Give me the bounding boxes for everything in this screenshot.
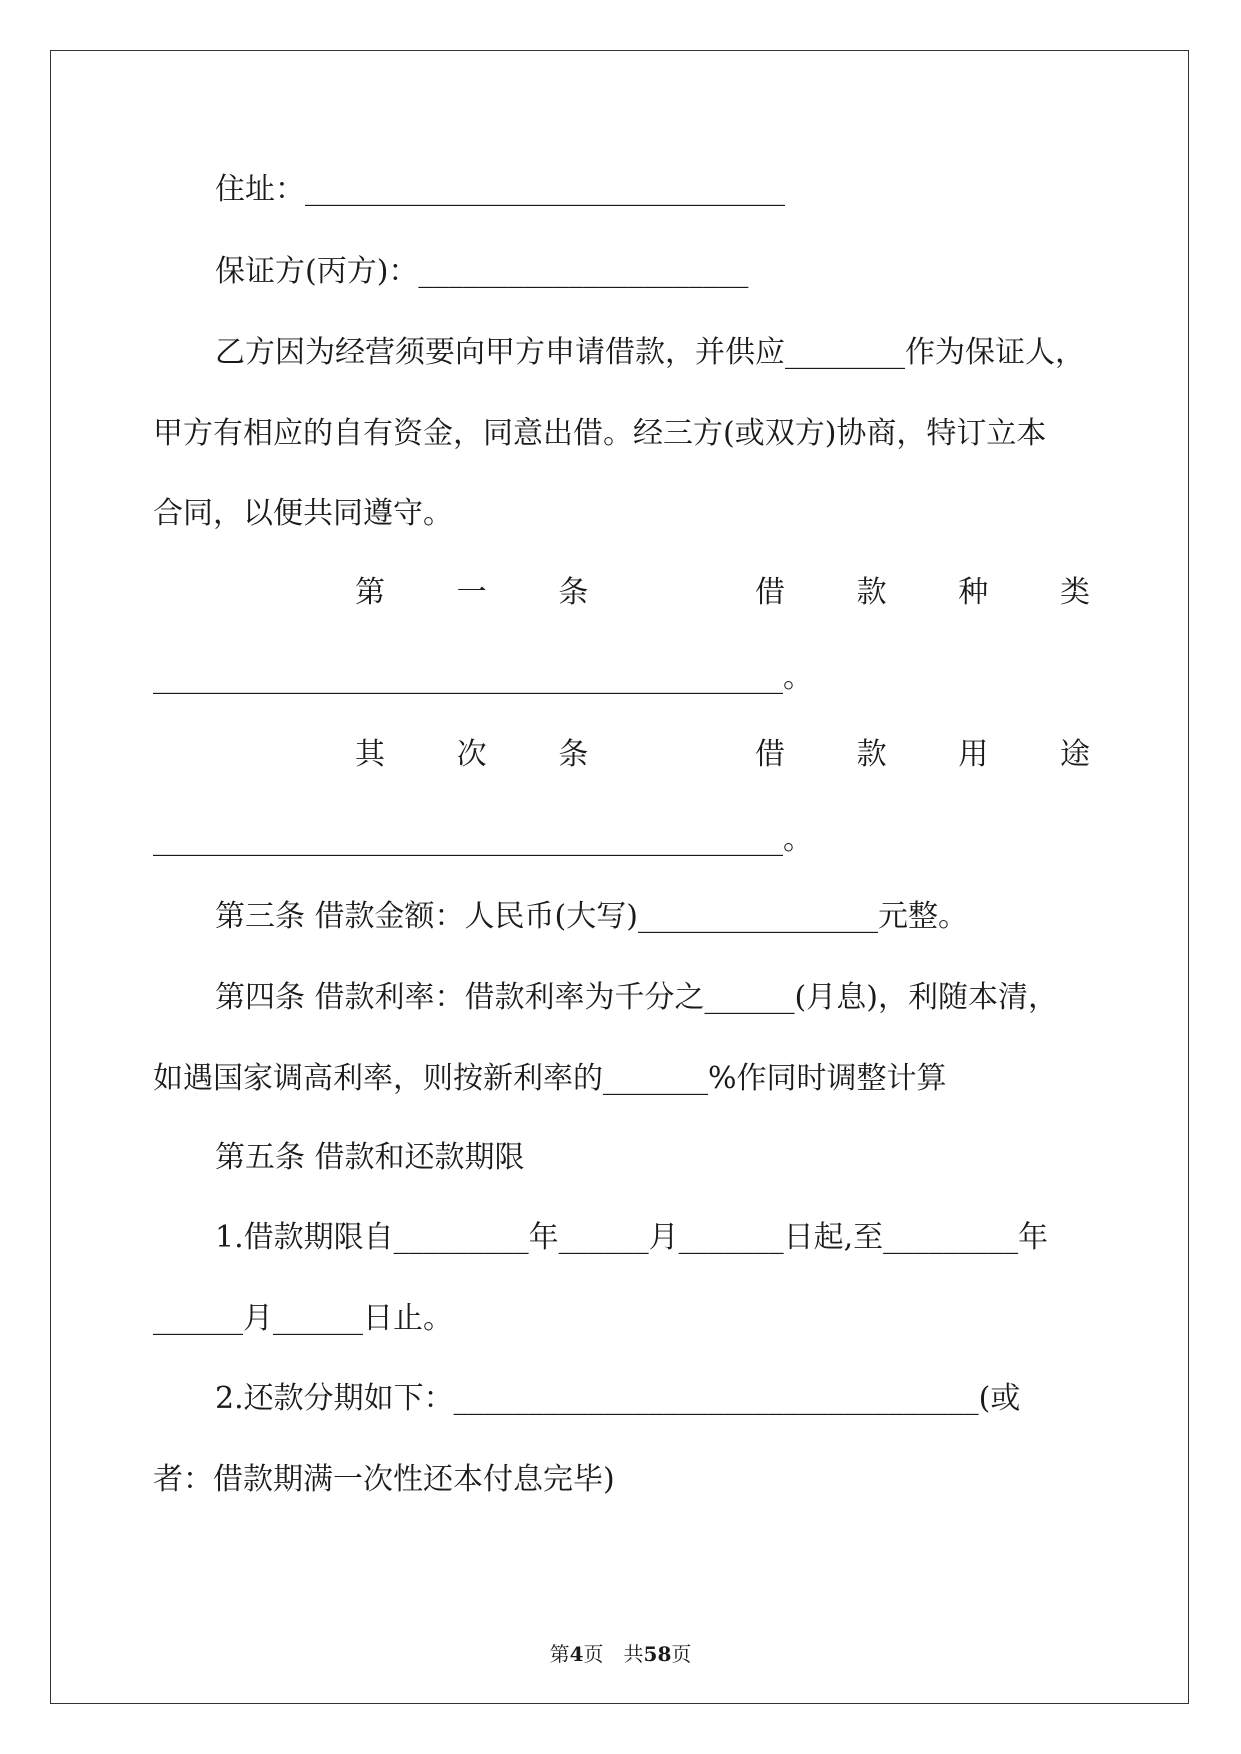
guarantor-line: 保证方(丙方)：______________________ (215, 254, 749, 289)
article-2-heading (355, 735, 1090, 775)
article-2-word: 款 (856, 737, 887, 772)
address-line: 住址：________________________________ (215, 172, 785, 207)
article-5-heading: 第五条 借款和还款期限 (215, 1140, 525, 1175)
article-4-line-1: 第四条 借款利率：借款利率为千分之______(月息)，利随本清， (215, 980, 1058, 1015)
article-1-word: 种 (958, 575, 989, 610)
article-2-word: 途 (1059, 737, 1090, 772)
article-2-word: 条 (558, 737, 589, 772)
article-2-blank: __________________________________________。 (153, 822, 813, 857)
article-1-word: 类 (1059, 575, 1090, 610)
footer-mid: 页 共 (583, 1642, 644, 1666)
article-1-word: 一 (456, 575, 487, 610)
article-1-word: 款 (856, 575, 887, 610)
article-4-line-2: 如遇国家调高利率，则按新利率的_______%作同时调整计算 (153, 1061, 947, 1096)
term-line-1: 1.借款期限自_________年______月_______日起,至_________年 (215, 1220, 1049, 1255)
intro-line-2: 甲方有相应的自有资金，同意出借。经三方(或双方)协商，特订立本 (153, 416, 1047, 451)
article-2-word: 用 (958, 737, 989, 772)
footer-suffix: 页 (671, 1642, 692, 1666)
article-1-word: 借 (754, 575, 785, 610)
repayment-line-2: 者：借款期满一次性还本付息完毕) (153, 1462, 615, 1497)
page-border (50, 50, 1189, 1704)
intro-line-3: 合同，以便共同遵守。 (153, 496, 453, 531)
term-line-2: ______月______日止。 (153, 1301, 453, 1336)
article-3-line: 第三条 借款金额：人民币(大写)________________元整。 (215, 899, 968, 934)
article-1-heading (355, 573, 1090, 613)
repayment-line-1: 2.还款分期如下：___________________________________(或 (215, 1381, 1021, 1416)
page-total: 58 (643, 1642, 672, 1666)
intro-line-1: 乙方因为经营须要向甲方申请借款，并供应________作为保证人， (215, 335, 1085, 370)
article-2-word: 借 (754, 737, 785, 772)
article-2-word: 次 (456, 737, 487, 772)
article-2-word: 其 (355, 737, 385, 772)
page-number: 4 (569, 1642, 584, 1666)
article-1-word: 条 (558, 575, 589, 610)
article-1-blank: __________________________________________。 (153, 660, 813, 695)
page-footer (0, 1642, 1241, 1666)
footer-prefix: 第 (549, 1642, 570, 1666)
article-1-word: 第 (355, 575, 385, 610)
